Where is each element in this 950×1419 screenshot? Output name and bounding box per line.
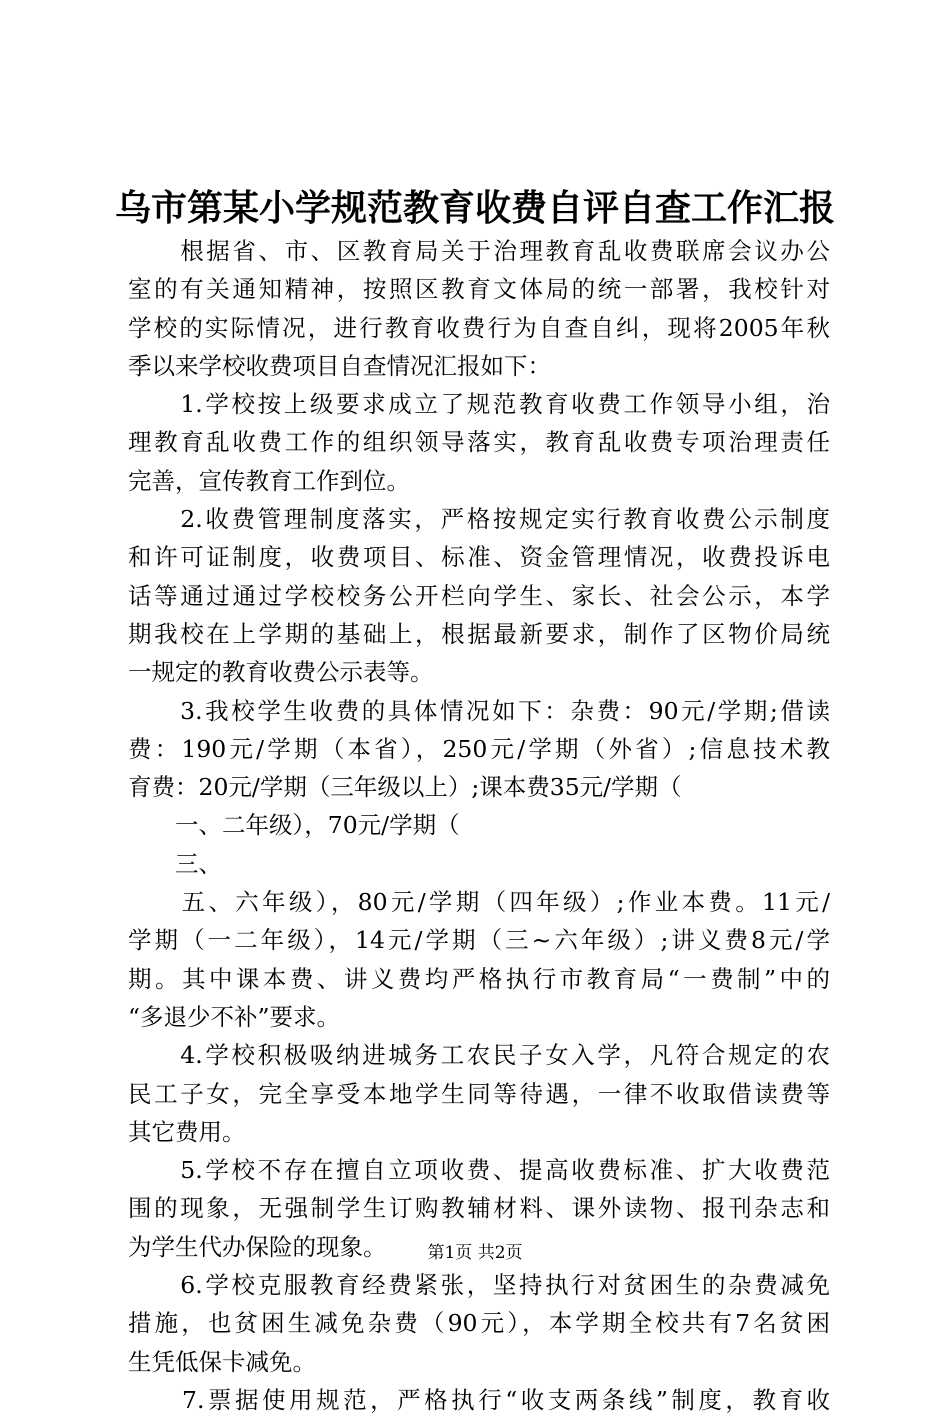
body-line: 1.学校按上级要求成立了规范教育收费工作领导小组，治 xyxy=(128,390,830,419)
body-line: 和许可证制度，收费项目、标准、资金管理情况，收费投诉电 xyxy=(128,543,830,572)
body-line: 7.票据使用规范，严格执行“收支两条线”制度，教育收 xyxy=(128,1385,830,1414)
body-line: 一规定的教育收费公示表等。 xyxy=(128,658,434,687)
body-line: 措施，也贫困生减免杂费（90元），本学期全校共有7名贫困 xyxy=(128,1309,830,1338)
body-line: 学期（一二年级），14元/学期（三~六年级）;讲义费8元/学 xyxy=(128,926,830,955)
body-line: 其它费用。 xyxy=(128,1117,246,1146)
body-line: 室的有关通知精神，按照区教育文体局的统一部署，我校针对 xyxy=(128,275,830,304)
body-line: 完善，宣传教育工作到位。 xyxy=(128,466,410,495)
body-line: 3.我校学生收费的具体情况如下：杂费：90元/学期;借读 xyxy=(128,696,830,725)
body-line: 季以来学校收费项目自查情况汇报如下： xyxy=(128,351,551,380)
body-line: 5.学校不存在擅自立项收费、提高收费标准、扩大收费范 xyxy=(128,1156,830,1185)
body-line: 学校的实际情况，进行教育收费行为自查自纠，现将2005年秋 xyxy=(128,313,830,342)
body-line: 生凭低保卡减免。 xyxy=(128,1347,316,1376)
body-line: 围的现象，无强制学生订购教辅材料、课外读物、报刊杂志和 xyxy=(128,1194,830,1223)
body-line: 三、 xyxy=(128,849,222,878)
body-line: 理教育乱收费工作的组织领导落实，教育乱收费专项治理责任 xyxy=(128,428,830,457)
body-line: 期。其中课本费、讲义费均严格执行市教育局“一费制”中的 xyxy=(128,964,830,993)
body-line: 一、二年级），70元/学期（ xyxy=(128,811,460,840)
body-line: 育费：20元/学期（三年级以上）;课本费35元/学期（ xyxy=(128,773,682,802)
document-title: 乌市第某小学规范教育收费自评自查工作汇报 xyxy=(114,187,835,229)
body-line: 期我校在上学期的基础上，根据最新要求，制作了区物价局统 xyxy=(128,619,830,648)
body-line: “多退少不补”要求。 xyxy=(128,1002,341,1031)
body-line: 民工子女，完全享受本地学生同等待遇，一律不收取借读费等 xyxy=(128,1079,830,1108)
body-line: 4.学校积极吸纳进城务工农民子女入学，凡符合规定的农 xyxy=(128,1041,830,1070)
body-line: 2.收费管理制度落实，严格按规定实行教育收费公示制度 xyxy=(128,505,830,534)
page-footer: 第1页 共2页 xyxy=(427,1243,523,1263)
body-line: 6.学校克服教育经费紧张，坚持执行对贫困生的杂费减免 xyxy=(128,1271,830,1300)
body-line: 根据省、市、区教育局关于治理教育乱收费联席会议办公 xyxy=(128,237,830,265)
body-line: 费：190元/学期（本省），250元/学期（外省）;信息技术教 xyxy=(128,734,830,763)
body-line: 话等通过通过学校校务公开栏向学生、家长、社会公示，本学 xyxy=(128,581,830,610)
body-line: 五、六年级），80元/学期（四年级）;作业本费。11元/ xyxy=(128,888,830,917)
body-line: 为学生代办保险的现象。 xyxy=(128,1232,387,1261)
